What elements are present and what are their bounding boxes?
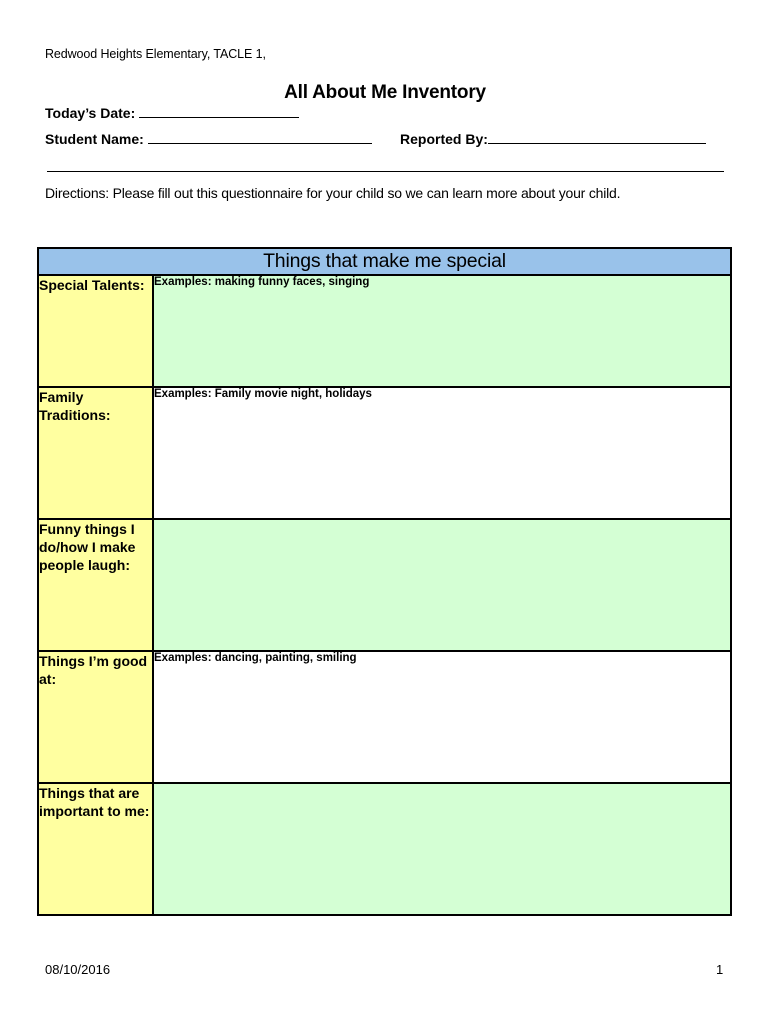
student-name-label: Student Name: bbox=[45, 131, 144, 147]
directions-text: Directions: Please fill out this questionnaire for your child so we can learn more about your child. bbox=[45, 185, 621, 201]
row-label-funny-things: Funny things I do/how I make people laugh: bbox=[38, 519, 153, 651]
student-name-field[interactable] bbox=[45, 130, 372, 147]
todays-date-field[interactable] bbox=[45, 104, 299, 121]
reported-by-label: Reported By: bbox=[400, 131, 488, 147]
answer-box-special-talents[interactable]: Examples: making funny faces, singing bbox=[153, 275, 731, 387]
school-name: Redwood Heights Elementary, TACLE 1, bbox=[45, 47, 266, 61]
special-things-table bbox=[37, 247, 732, 916]
row-label-family-traditions: Family Traditions: bbox=[38, 387, 153, 519]
table-row bbox=[38, 387, 731, 519]
footer-date: 08/10/2016 bbox=[45, 962, 111, 977]
answer-box-family-traditions[interactable]: Examples: Family movie night, holidays bbox=[153, 387, 731, 519]
page-title: All About Me Inventory bbox=[284, 82, 486, 103]
todays-date-label: Today’s Date: bbox=[45, 105, 136, 121]
answer-box-important-to-me[interactable] bbox=[153, 783, 731, 915]
table-row bbox=[38, 651, 731, 783]
reported-by-field[interactable] bbox=[400, 130, 706, 147]
reported-by-blank[interactable] bbox=[488, 130, 706, 144]
table-row bbox=[38, 519, 731, 651]
student-name-blank[interactable] bbox=[148, 130, 372, 144]
answer-box-good-at[interactable]: Examples: dancing, painting, smiling bbox=[153, 651, 731, 783]
divider-line bbox=[47, 171, 724, 172]
row-label-good-at: Things I’m good at: bbox=[38, 651, 153, 783]
table-row bbox=[38, 783, 731, 915]
table-heading: Things that make me special bbox=[38, 248, 731, 275]
table-row bbox=[38, 275, 731, 387]
page-number: 1 bbox=[716, 962, 724, 977]
answer-box-funny-things[interactable] bbox=[153, 519, 731, 651]
row-label-special-talents: Special Talents: bbox=[38, 275, 153, 387]
row-label-important-to-me: Things that are important to me: bbox=[38, 783, 153, 915]
todays-date-blank[interactable] bbox=[139, 104, 299, 118]
